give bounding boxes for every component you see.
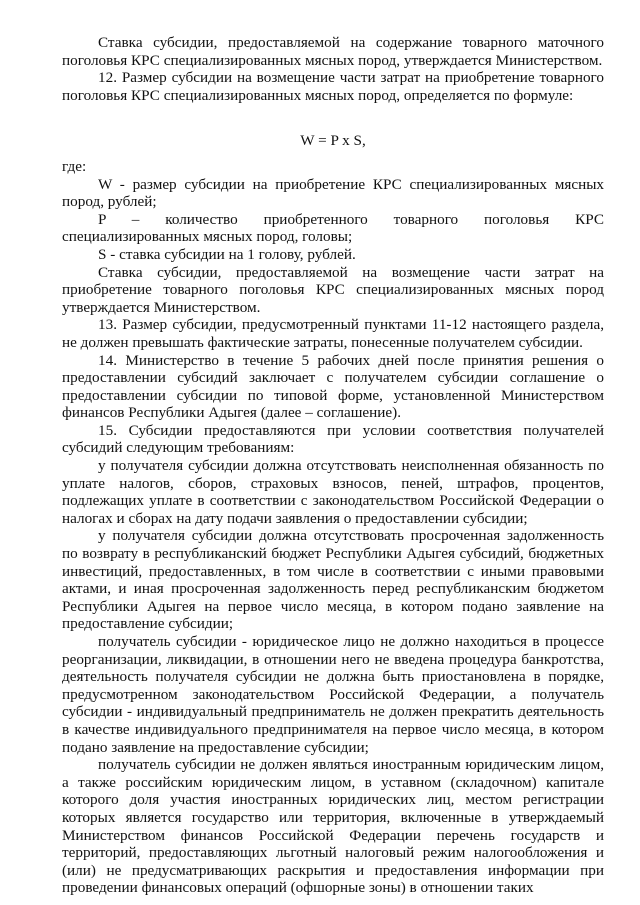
paragraph-rate-maintenance: Ставка субсидии, предоставляемой на содержание товарного маточного поголовья КРС специализированных мясных пород, утверждается Министерством. [62,34,604,69]
where-label: где: [62,157,87,175]
paragraph-15: 15. Субсидии предоставляются при условии соответствия получателей субсидий следующим требованиям: [62,421,604,457]
paragraph-rate-purchase: Ставка субсидии, предоставляемой на возмещение части затрат на приобретение товарного поголовья КРС специализированных мясных пород утверждается Министерством. [62,263,604,316]
paragraph-14: 14. Министерство в течение 5 рабочих дней после принятия решения о предоставлении субсидий заключает с получателем субсидии соглашение о предоставлении субсидии по типовой форме, установленной Министерством финансов Республики Адыгея (далее – соглашение). [62,351,604,422]
definition-p: P – количество приобретенного товарного поголовья КРС специализированных мясных пород, головы; [62,210,604,246]
requirement-foreign-entity: получатель субсидии не должен являться иностранным юридическим лицом, а также российским юридическим лицом, в уставном (складочном) капитале которого доля участия иностранных юридических лиц, местом регистрации которых является государство или территория, включенные в утверждаемый Министерством финансов Российской Федерации перечень государств и территорий, предоставляющих льготный налоговый режим налогообложения и (или) не предусматривающих раскрытия и предоставления информации при проведении финансовых операций (офшорные зоны) в отношении таких [62,756,604,897]
requirement-reorganization: получатель субсидии - юридическое лицо не должно находиться в процессе реорганизации, ликвидации, в отношении него не введена процедура банкротства, деятельность получателя субсидии не должна быть приостановлена в порядке, предусмотренном законодательством Российской Федерации, а получатель субсидии - индивидуальный предприниматель не должен прекратить деятельность в качестве индивидуального предпринимателя на первое число месяца, в котором подано заявление на предоставление субсидии; [62,633,604,756]
requirement-debt: у получателя субсидии должна отсутствовать просроченная задолженность по возврату в республиканский бюджет Республики Адыгея субсидий, бюджетных инвестиций, предоставленных, в том числе в соответствии с иными правовыми актами, и иная просроченная задолженность перед республиканским бюджетом Республики Адыгея на первое число месяца, в котором подано заявление на предоставление субсидии; [62,527,604,633]
formula: W = P x S, [300,132,366,150]
requirement-taxes: у получателя субсидии должна отсутствовать неисполненная обязанность по уплате налогов, сборов, страховых взносов, пеней, штрафов, процентов, подлежащих уплате в соответствии с законодательством Российской Федерации о налогах и сборах на дату подачи заявления о предоставлении субсидии; [62,457,604,527]
definition-w: W - размер субсидии на приобретение КРС специализированных мясных пород, рублей; [62,175,604,211]
paragraph-12: 12. Размер субсидии на возмещение части затрат на приобретение товарного поголовья КРС специализированных мясных пород, определяется по формуле: [62,69,604,104]
definition-s: S - ставка субсидии на 1 голову, рублей. [98,245,356,263]
paragraph-13: 13. Размер субсидии, предусмотренный пунктами 11-12 настоящего раздела, не должен превышать фактические затраты, понесенные получателем субсидии. [62,316,604,351]
